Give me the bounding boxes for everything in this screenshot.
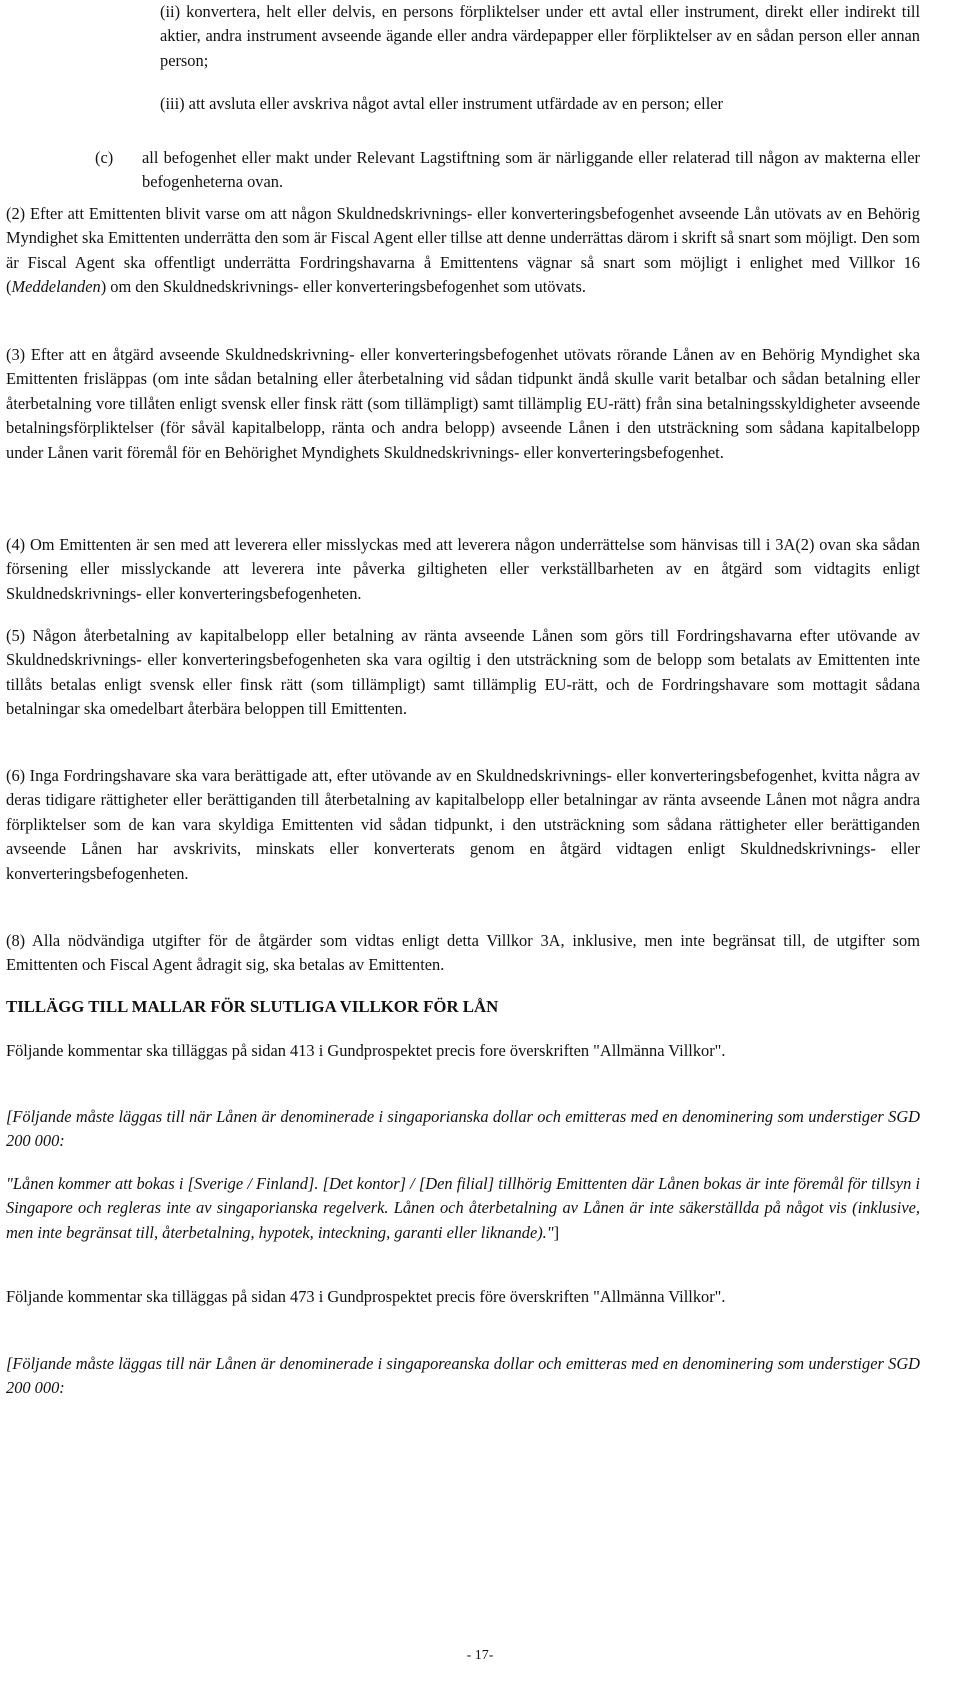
note-413: Följande kommentar ska tilläggas på sidan 413 i Gundprospektet precis fore överskriften "Allmänna Villkor". bbox=[6, 1041, 726, 1060]
paragraph-8: (8) Alla nödvändiga utgifter för de åtgärder som vidtas enligt detta Villkor 3A, inklusive, men inte begränsat till, de utgifter som Emittenten och Fiscal Agent ådragit sig, ska betalas av Emittenten. bbox=[6, 931, 920, 975]
sub-item-ii: (ii) konvertera, helt eller delvis, en persons förpliktelser under ett avtal eller instrument, direkt eller indirekt till aktier, andra instrument avseende ägande eller andra värdepapper eller förpliktelser av en sådan person eller annan person; bbox=[160, 2, 920, 70]
instruction-singaporeanska: [Följande måste läggas till när Lånen är denominerade i singaporeanska dollar och emitteras med en denominering som understiger SGD 200 000: bbox=[6, 1354, 920, 1398]
paragraph-2-italic: Meddelanden bbox=[11, 277, 101, 297]
paragraph-3: (3) Efter att en åtgärd avseende Skuldnedskrivning- eller konverteringsbefogenhet utövats rörande Lånen av en Behörig Myndighet ska Emittenten frisläppas (om inte sådan betalning eller återbetalning vid sådan tidpunkt ändå skulle varit betalbar och sådan betalning eller återbetalning vore tillåten enligt svensk eller finsk rätt (som tillämpligt) samt tillämplig EU-rätt) från sina betalningsskyldigheter avseende betalningsförpliktelser (för såväl kapitalbelopp, ränta och andra belopp) avseende Lånen i den utsträckning som sådana kapitalbelopp under Lånen varit föremål för en Behörighet Myndighets Skuldnedskrivnings- eller konverteringsbefogenhet. bbox=[6, 345, 920, 462]
section-heading: TILLÄGG TILL MALLAR FÖR SLUTLIGA VILLKOR FÖR LÅN bbox=[6, 997, 499, 1016]
quoted-statement-close: ] bbox=[553, 1222, 560, 1242]
paragraph-4: (4) Om Emittenten är sen med att leverera eller misslyckas med att leverera någon underrättelse som hänvisas till i 3A(2) ovan ska sådan försening eller misslyckande att leverera inte påverka giltigheten eller verkställbarheten av en åtgärd som vidtagits enligt Skuldnedskrivnings- eller konverteringsbefogenheten. bbox=[6, 535, 920, 603]
sub-item-iii: (iii) att avsluta eller avskriva något avtal eller instrument utfärdade av en person; eller bbox=[160, 94, 723, 113]
page-number: - 17- bbox=[466, 1648, 494, 1663]
quoted-statement bbox=[6, 1172, 920, 1245]
item-c-label: (c) bbox=[95, 148, 114, 167]
quoted-statement-text: "Lånen kommer att bokas i [Sverige / Finland]. [Det kontor] / [Den filial] tillhörig Emittenten där Lånen bokas är inte föremål för tillsyn i Singapore och regleras inte av singaporianska regelverk. Lånen och återbetalning av Lånen är inte säkerställda på något vis (inklusive, men inte begränsat till, återbetalning, hypotek, inteckning, garanti eller liknande)." bbox=[6, 1174, 920, 1242]
note-473: Följande kommentar ska tilläggas på sidan 473 i Gundprospektet precis före överskriften "Allmänna Villkor". bbox=[6, 1287, 726, 1306]
paragraph-5: (5) Någon återbetalning av kapitalbelopp eller betalning av ränta avseende Lånen som görs till Fordringshavarna efter utövande av Skuldnedskrivnings- eller konverteringsbefogenheten ska vara ogiltig i den utsträckning som de belopp som betalats av Emittenten inte tillåts betalas enligt svensk eller finsk rätt (som tillämpligt) samt tillämplig EU-rätt, och de Fordringshavare som mottagit sådana betalningar ska omedelbart återbära beloppen till Emittenten. bbox=[6, 626, 920, 719]
paragraph-2-tail: ) om den Skuldnedskrivnings- eller konverteringsbefogenhet som utövats. bbox=[100, 277, 586, 297]
item-c-text: all befogenhet eller makt under Relevant Lagstiftning som är närliggande eller relaterad till någon av makterna eller befogenheterna ovan. bbox=[142, 148, 920, 192]
paragraph-6: (6) Inga Fordringshavare ska vara berättigade att, efter utövande av en Skuldnedskrivnings- eller konverteringsbefogenhet, kvitta några av deras tidigare rättigheter eller berättiganden till återbetalning av kapitalbelopp eller betalningar av ränta avseende Lånen mot några andra förpliktelser som de kan vara skyldiga Emittenten vid sådan tidpunkt, i den utsträckning som sådana rättigheter eller berättiganden avseende Lånen har avskrivits, minskats eller konverterats genom en åtgärd vidtagen enligt Skuldnedskrivnings- eller konverteringsbefogenheten. bbox=[6, 766, 920, 883]
paragraph-2-text: (2) Efter att Emittenten blivit varse om att någon Skuldnedskrivnings- eller konverteringsbefogenhet avseende Lån utövats av en Behörig Myndighet ska Emittenten underrätta den som är Fiscal Agent eller tillse att denne underrättas därom i skrift så snart som möjligt. Den som är Fiscal Agent ska offentligt underrätta Fordringshavarna å Emittentens vägnar så snart som möjligt i enlighet med Villkor 16 ( bbox=[6, 204, 920, 297]
instruction-singaporianska: [Följande måste läggas till när Lånen är denominerade i singaporianska dollar och emitteras med en denominering som understiger SGD 200 000: bbox=[6, 1107, 920, 1151]
paragraph-2 bbox=[6, 202, 920, 300]
